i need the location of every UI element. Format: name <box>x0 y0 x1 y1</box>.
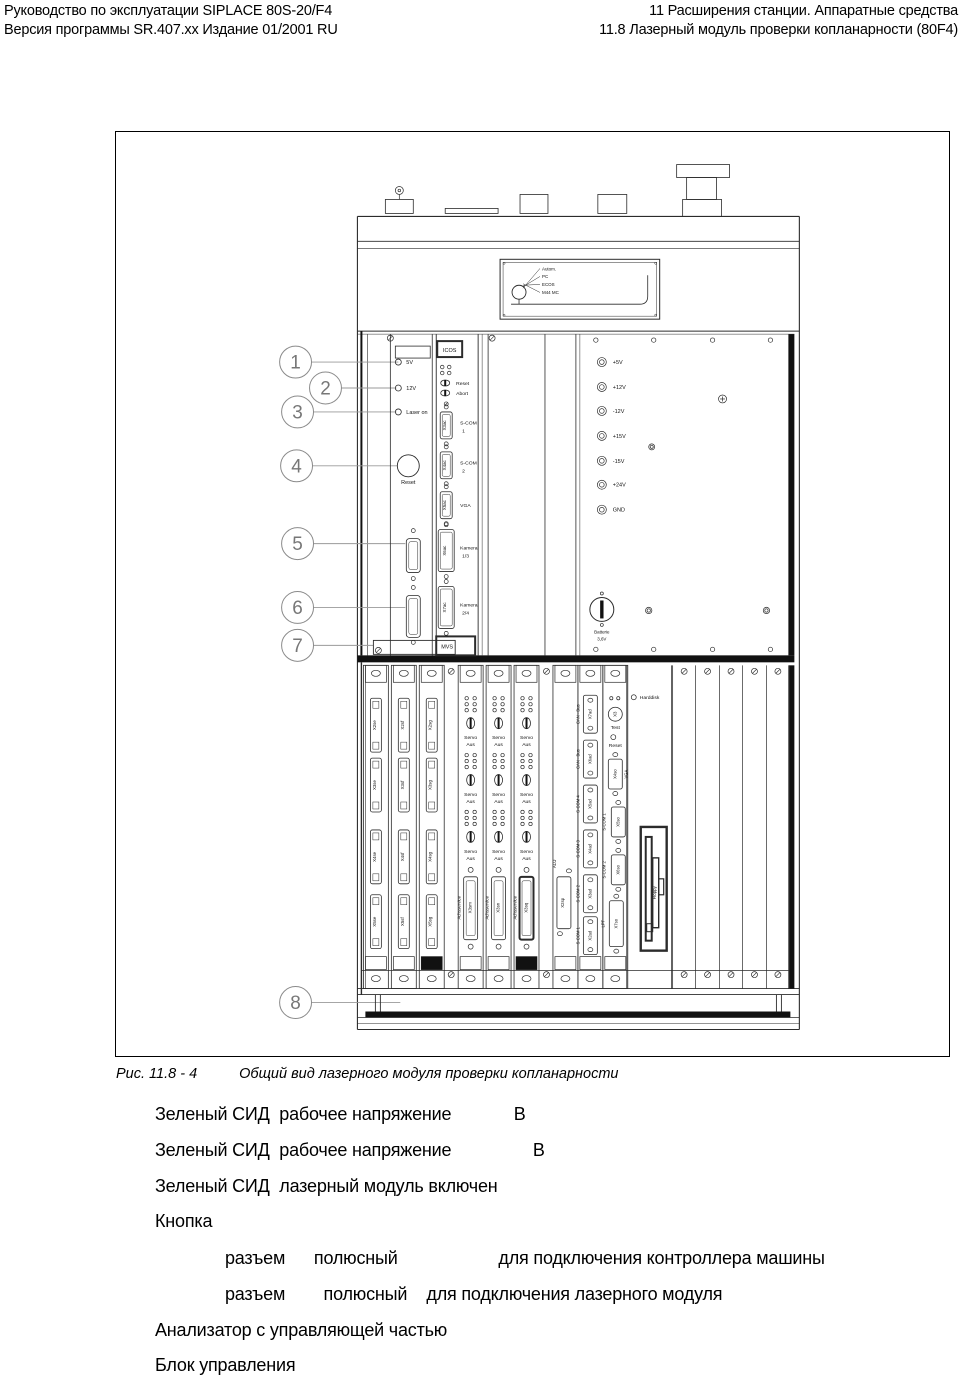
led-label: 12V <box>406 385 417 392</box>
connector-id: X2se <box>371 720 377 731</box>
base <box>357 995 799 1030</box>
connector-id: X3sf <box>399 780 405 790</box>
test-point-label: -12V <box>612 408 625 415</box>
connector-id: X2sg <box>427 720 433 731</box>
callout-number-1: 1 <box>290 352 301 374</box>
callout-number-2: 2 <box>320 378 331 400</box>
connector-label: 2 <box>462 468 465 475</box>
header-right <box>599 2 958 40</box>
connector-id: X5ac <box>442 500 448 511</box>
connector-id: X5ad <box>587 799 593 809</box>
connector-label: Achsservice <box>512 895 518 920</box>
connector-id: X5so <box>615 817 621 827</box>
connector-id: X3ad <box>587 888 593 899</box>
header-left-line1: Руководство по эксплуатации SIPLACE 80S-20/F4 <box>4 3 333 19</box>
connector-label: S-COM 2 <box>575 885 581 903</box>
icos-toggle-label: Reset <box>456 381 470 388</box>
connector-id: X6so <box>615 865 621 875</box>
header-left-line2: Версия программы SR.407.xx Издание 01/2001 RU <box>4 22 338 38</box>
test-label: Test <box>610 725 620 732</box>
connector-id: X6ad <box>587 754 593 764</box>
mvs-label: MVS <box>441 644 454 651</box>
lower-rack <box>357 662 799 994</box>
caption-number: Рис. 11.8 - 4 <box>116 1066 198 1082</box>
led-label: 5V <box>406 360 414 367</box>
servo-switch-label: Aus <box>494 855 503 862</box>
connector-id: X3sq <box>523 902 529 913</box>
connector-label: CAN - Bus <box>575 704 581 725</box>
legend-item-3: Зеленый СИД лазерный модуль включен <box>155 1176 498 1196</box>
alu-label: ALU <box>551 859 557 869</box>
connector-id: X7so <box>613 918 619 929</box>
led-label: Laser on <box>406 409 428 416</box>
legend-item-2: Зеленый СИД рабочее напряжение В <box>155 1140 545 1160</box>
test-point-label: GND <box>612 507 625 514</box>
connector-id: X3se <box>371 780 377 791</box>
connector-id: X4sf <box>399 852 405 862</box>
page-header <box>4 2 958 40</box>
servo-switch-label: Aus <box>466 855 475 862</box>
callout-number-6: 6 <box>292 597 303 619</box>
connector-label: VGA <box>623 769 629 779</box>
connector-label: S-COM <box>460 460 477 467</box>
floppy-label: Floppy <box>652 886 658 900</box>
connector-id: X2sp <box>559 897 565 908</box>
test-point-label: +15V <box>612 433 626 440</box>
connector-id: X4ad <box>587 844 593 854</box>
legend-item-5: разъем полюсный для подключения контроллера машины <box>225 1248 825 1268</box>
callout-number-5: 5 <box>292 534 303 556</box>
harddisk-label: Harddisk <box>639 695 660 702</box>
servo-switch-label: Aus <box>494 798 503 805</box>
battery-voltage: 3,6V <box>597 636 607 642</box>
connector-id: X6ac <box>442 545 448 556</box>
servo-switch-label: Aus <box>522 798 531 805</box>
connector-id: X3sn <box>495 902 501 913</box>
servo-switch-label: Servo <box>492 848 506 855</box>
header-left <box>4 2 338 40</box>
mode-switch-label: ECOS <box>541 282 555 288</box>
icos-toggle-label: Abort <box>456 390 469 397</box>
servo-switch-label: Servo <box>520 792 534 799</box>
connector-id: X4ac <box>442 460 448 471</box>
legend-item-4: Кнопка <box>155 1211 213 1231</box>
connector-id: X3sg <box>427 780 433 791</box>
connector-label: S-COM 2 <box>601 861 607 879</box>
battery-label: Batterie <box>594 629 610 635</box>
test-point-label: +24V <box>612 482 626 489</box>
coplanarity-module-diagram <box>116 132 949 1056</box>
connector-label: VGA <box>460 503 471 510</box>
servo-switch-label: Servo <box>492 735 506 742</box>
callout-number-4: 4 <box>291 456 302 478</box>
connector-id: X3ac <box>442 420 448 431</box>
servo-switch-label: Servo <box>464 848 478 855</box>
connector-id: X4sg <box>427 851 433 862</box>
servo-switch-label: Servo <box>520 848 534 855</box>
header-right-line2: 11.8 Лазерный модуль проверки копланарности (80F4) <box>599 22 958 38</box>
blank-panels <box>673 665 790 988</box>
servo-switch-label: Aus <box>522 742 531 749</box>
connector-label: Achsservice <box>484 895 490 920</box>
mode-switch-label: PC <box>541 274 549 280</box>
connector-id: X5sf <box>399 917 405 927</box>
servo-switch-label: Servo <box>492 792 506 799</box>
servo-switch-label: Aus <box>466 798 475 805</box>
connector-id: X5sg <box>427 916 433 927</box>
legend-item-8: Блок управления <box>155 1355 296 1375</box>
drive-panel <box>627 665 672 988</box>
icos-card <box>436 334 482 655</box>
callout-number-3: 3 <box>292 402 303 424</box>
connector-label: 1 <box>462 428 465 435</box>
servo-switch-label: Aus <box>494 742 503 749</box>
legend-item-1: Зеленый СИД рабочее напряжение В <box>155 1104 526 1124</box>
connector-label: S-COM 3 <box>575 840 581 858</box>
connector-label: LPT <box>600 919 606 928</box>
connector-id: X2ad <box>587 930 593 941</box>
legend-item-7: Анализатор с управляющей частью <box>155 1320 448 1340</box>
callout-number-8: 8 <box>290 993 301 1015</box>
caption-text: Общий вид лазерного модуля проверки копланарности <box>239 1066 619 1082</box>
icos-card-title: ICOS <box>443 348 457 355</box>
connector-label: S-COM 4 <box>575 795 581 813</box>
power-panel <box>576 334 770 655</box>
connector-id: X7ac <box>442 602 448 613</box>
connector-label: Kamera <box>460 545 478 552</box>
connector-label: S-COM 1 <box>575 926 581 945</box>
connector-id: X7ad <box>587 709 593 720</box>
mode-switch-label: M44 MC <box>541 290 559 296</box>
connector-id: X2sf <box>399 720 405 730</box>
connector-label: S-COM 1 <box>601 813 607 831</box>
connector-label: 1/3 <box>462 553 470 560</box>
connector-label: 2/4 <box>462 610 470 617</box>
test-point-label: +5V <box>612 360 623 367</box>
connector-id: X3sm <box>467 902 473 914</box>
servo-switch-label: Aus <box>522 855 531 862</box>
connector-label: Achsservice <box>456 895 462 920</box>
connector-id: X3 <box>612 711 618 717</box>
figure-frame <box>115 131 950 1057</box>
servo-switch-label: Servo <box>464 792 478 799</box>
servo-switch-label: Servo <box>520 735 534 742</box>
reset-label: Reset <box>608 743 622 750</box>
connector-id: X4so <box>612 769 618 779</box>
connector-label: Kamera <box>460 602 478 609</box>
header-right-line1: 11 Расширения станции. Аппаратные средства <box>649 3 958 19</box>
figure-caption <box>116 1066 619 1082</box>
mode-switch-label: Autom. <box>541 266 557 272</box>
connector-id: X5se <box>371 916 377 927</box>
test-point-label: +12V <box>612 384 626 391</box>
connector-label: S-COM <box>460 420 477 427</box>
servo-switch-label: Servo <box>464 735 478 742</box>
test-point-label: -15V <box>612 458 625 465</box>
connector-label: CAN - Bus <box>575 749 581 769</box>
servo-switch-label: Aus <box>466 742 475 749</box>
connector-id: X4se <box>371 851 377 862</box>
callout-number-7: 7 <box>292 635 303 657</box>
legend-item-6: разъем полюсный для подключения лазерного модуля <box>225 1284 723 1304</box>
reset-button-label: Reset <box>401 479 416 486</box>
